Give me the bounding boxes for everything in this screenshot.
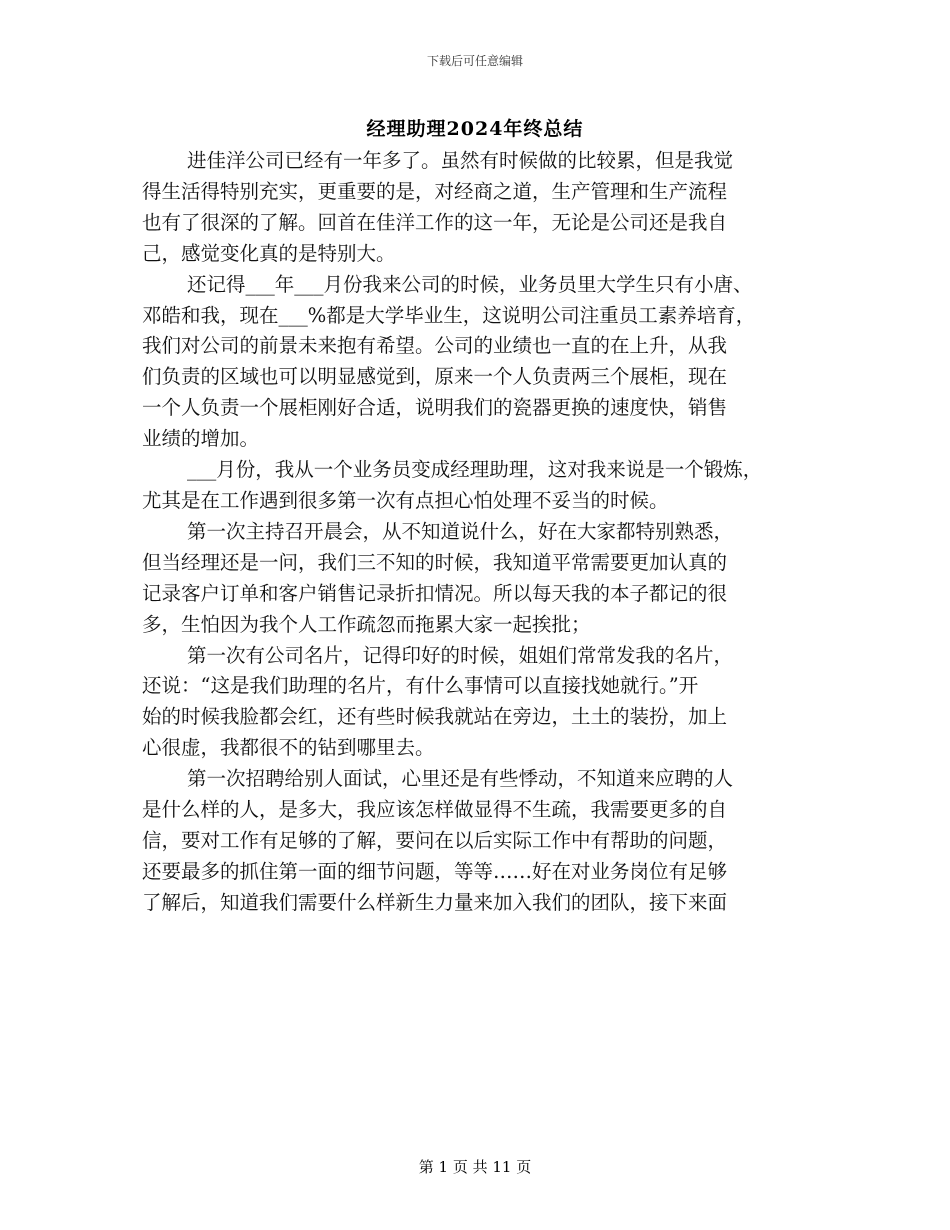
page-header-note: 下载后可任意编辑: [426, 54, 523, 68]
paragraph-3: [142, 455, 812, 517]
text-line: 心很虚，我都很不的钻到哪里去。: [142, 736, 435, 760]
text-line: 们负责的区域也可以明显感觉到，原来一个人负责两三个展柜，现在: [142, 365, 728, 389]
text-line: 了解后，知道我们需要什么样新生力量来加入我们的团队，接下来面: [142, 890, 728, 914]
text-line: 也有了很深的了解。回首在佳洋工作的这一年，无论是公司还是我自: [142, 210, 728, 234]
text-line: 尤其是在工作遇到很多第一次有点担心怕处理不妥当的时候。: [142, 488, 669, 512]
text-line: 得生活得特别充实，更重要的是，对经商之道，生产管理和生产流程: [142, 179, 728, 203]
text-line: 信，要对工作有足够的了解，要问在以后实际工作中有帮助的问题，: [142, 828, 728, 852]
paragraph-2: [142, 270, 812, 455]
text-line: 始的时候我脸都会红，还有些时候我就站在旁边，土土的装扮，加上: [142, 705, 728, 729]
text-line: 还说：“这是我们助理的名片，有什么事情可以直接找她就行。”开: [142, 674, 699, 698]
text-line: 记录客户订单和客户销售记录折扣情况。所以每天我的本子都记的很: [142, 581, 728, 605]
paragraph-1: [142, 146, 812, 270]
text-line: 邓皓和我，现在___%都是大学毕业生，这说明公司注重员工素养培育，: [142, 303, 756, 327]
document-title: 经理助理2024年终总结: [366, 118, 584, 140]
text-line: 还记得___年___月份我来公司的时候，业务员里大学生只有小唐、: [187, 272, 753, 296]
text-line: 多，生怕因为我个人工作疏忽而拖累大家一起挨批；: [142, 612, 591, 636]
text-line: 第一次招聘给别人面试，心里还是有些悸动，不知道来应聘的人: [187, 767, 734, 791]
text-line: 第一次有公司名片，记得印好的时候，姐姐们常常发我的名片，: [187, 643, 734, 667]
text-line: 进佳洋公司已经有一年多了。虽然有时候做的比较累，但是我觉: [187, 149, 734, 172]
paragraph-5: [142, 641, 812, 765]
text-line: 己，感觉变化真的是特别大。: [142, 241, 396, 265]
text-line: ___月份，我从一个业务员变成经理助理，这对我来说是一个锻炼，: [187, 458, 763, 482]
text-line: 我们对公司的前景未来抱有希望。公司的业绩也一直的在上升，从我: [142, 334, 728, 358]
text-line: 一个人负责一个展柜刚好合适，说明我们的瓷器更换的速度快，销售: [142, 396, 728, 420]
document-body: [142, 146, 812, 919]
text-line: 还要最多的抓住第一面的细节问题，等等……好在对业务岗位有足够: [142, 859, 728, 883]
text-line: 但当经理还是一问，我们三不知的时候，我知道平常需要更加认真的: [142, 550, 728, 574]
text-line: 业绩的增加。: [142, 427, 260, 451]
paragraph-6: [142, 764, 812, 919]
text-line: 第一次主持召开晨会，从不知道说什么，好在大家都特别熟悉，: [187, 519, 734, 543]
page-number-footer: 第 1 页 共 11 页: [418, 1158, 532, 1176]
paragraph-4: [142, 517, 812, 641]
text-line: 是什么样的人，是多大，我应该怎样做显得不生疏，我需要更多的自: [142, 798, 728, 822]
